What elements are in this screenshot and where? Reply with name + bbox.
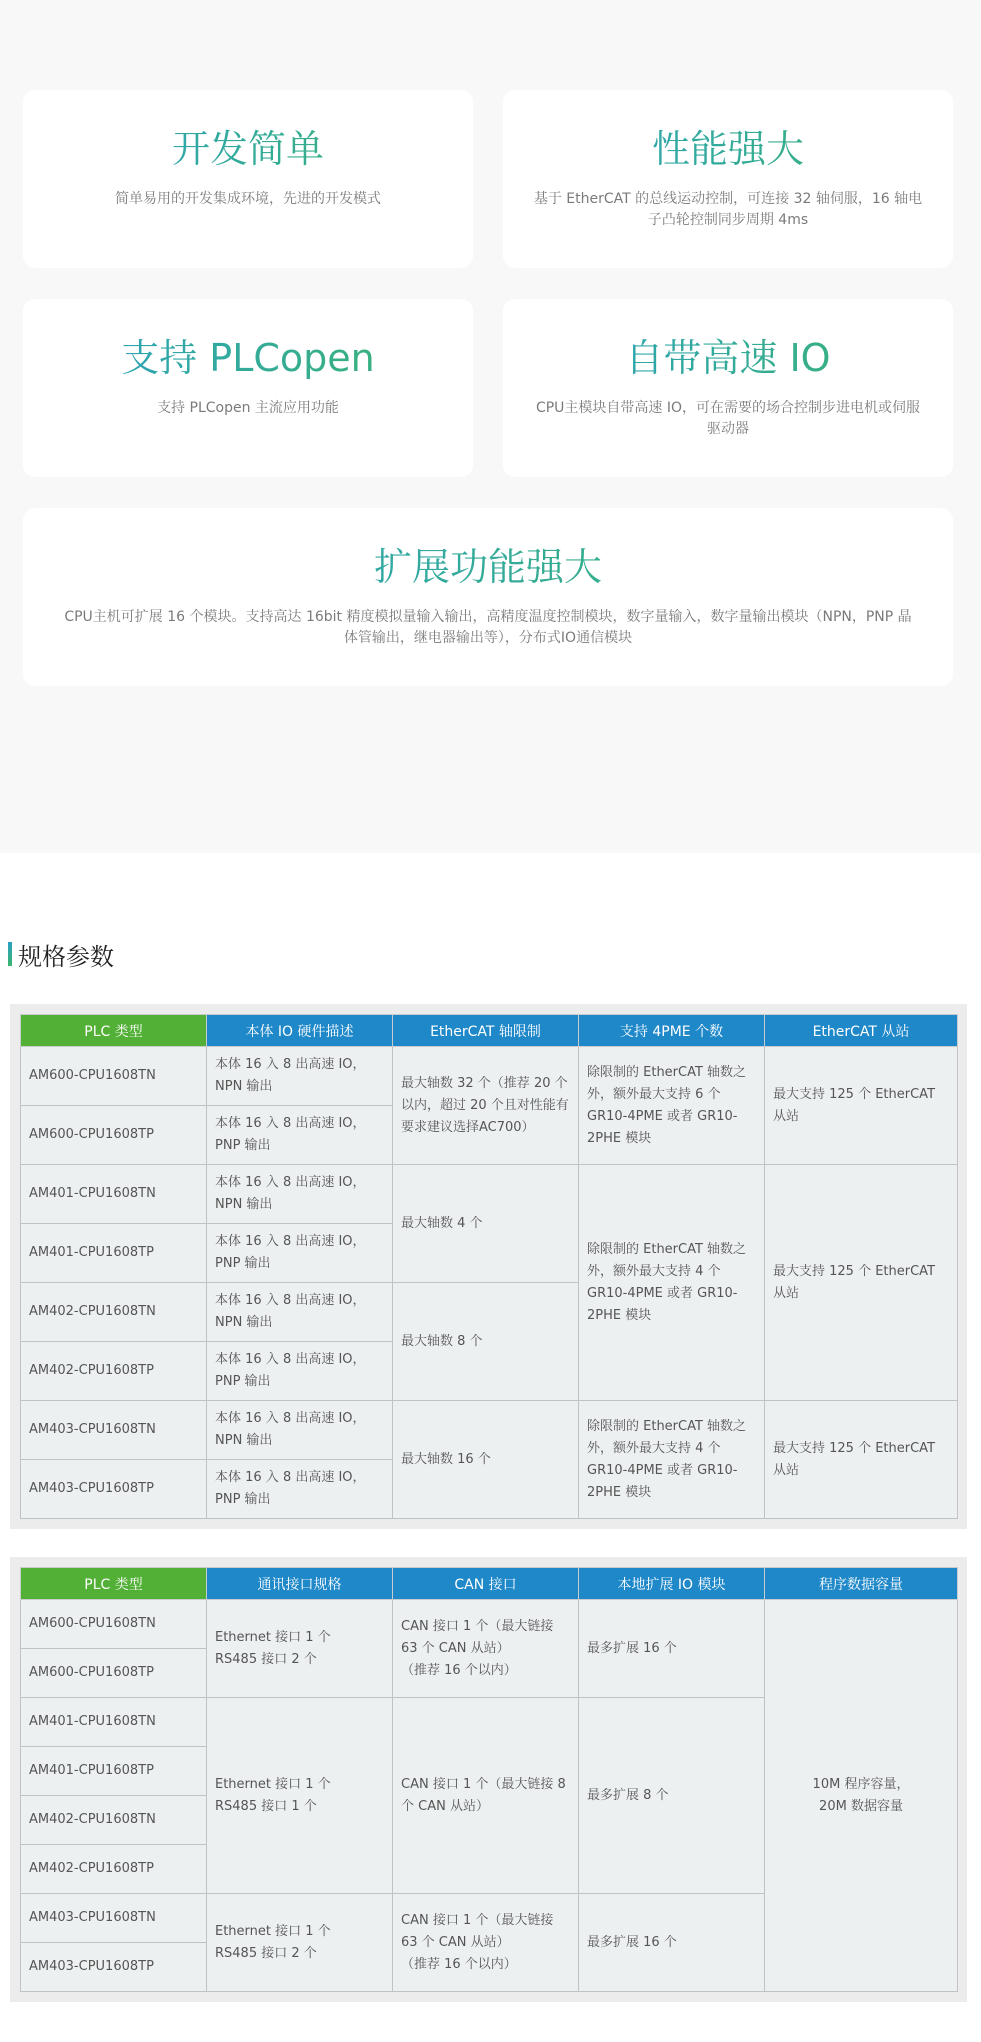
- model-cell: AM600-CPU1608TN: [21, 1600, 207, 1649]
- table-row: [21, 1165, 958, 1224]
- header-ethercat-axis: EtherCAT 轴限制: [393, 1015, 579, 1047]
- model-cell: AM402-CPU1608TN: [21, 1796, 207, 1845]
- model-cell: AM402-CPU1608TP: [21, 1845, 207, 1894]
- expansion-cell: 最多扩展 8 个: [579, 1698, 765, 1894]
- table-header-row: [21, 1015, 958, 1047]
- comm-cell: Ethernet 接口 1 个 RS485 接口 2 个: [207, 1894, 393, 1992]
- feature-card-performance: [503, 90, 953, 268]
- axis-cell: 最大轴数 16 个: [393, 1401, 579, 1519]
- header-io-description: 本体 IO 硬件描述: [207, 1015, 393, 1047]
- model-cell: AM401-CPU1608TP: [21, 1224, 207, 1283]
- table-row: [21, 1047, 958, 1106]
- pme-cell: 除限制的 EtherCAT 轴数之外，额外最大支持 6 个 GR10-4PME 或者 GR10-2PHE 模块: [579, 1047, 765, 1165]
- io-cell: 本体 16 入 8 出高速 IO，PNP 输出: [207, 1342, 393, 1401]
- feature-title: 开发简单: [23, 127, 473, 171]
- spec-table-1: [20, 1014, 958, 1519]
- model-cell: AM401-CPU1608TN: [21, 1698, 207, 1747]
- feature-desc: 基于 EtherCAT 的总线运动控制，可连接 32 轴伺服，16 轴电子凸轮控制同步周期 4ms: [533, 191, 923, 228]
- feature-title: 支持 PLCopen: [23, 336, 473, 380]
- io-cell: 本体 16 入 8 出高速 IO，NPN 输出: [207, 1165, 393, 1224]
- expansion-cell: 最多扩展 16 个: [579, 1600, 765, 1698]
- feature-card-easy-dev: [23, 90, 473, 268]
- axis-cell: 最大轴数 32 个（推荐 20 个以内，超过 20 个且对性能有要求建议选择AC700）: [393, 1047, 579, 1165]
- header-4pme-count: 支持 4PME 个数: [579, 1015, 765, 1047]
- model-cell: AM600-CPU1608TN: [21, 1047, 207, 1106]
- model-cell: AM600-CPU1608TP: [21, 1649, 207, 1698]
- slave-cell: 最大支持 125 个 EtherCAT 从站: [765, 1401, 958, 1519]
- header-local-expansion: 本地扩展 IO 模块: [579, 1568, 765, 1600]
- header-can-interface: CAN 接口: [393, 1568, 579, 1600]
- model-cell: AM401-CPU1608TP: [21, 1747, 207, 1796]
- spec-table-2-wrapper: [10, 1557, 967, 2002]
- axis-cell: 最大轴数 8 个: [393, 1283, 579, 1401]
- spec-heading: [8, 938, 114, 970]
- io-cell: 本体 16 入 8 出高速 IO，PNP 输出: [207, 1224, 393, 1283]
- feature-title: 扩展功能强大: [23, 545, 953, 589]
- model-cell: AM403-CPU1608TN: [21, 1401, 207, 1460]
- header-program-capacity: 程序数据容量: [765, 1568, 958, 1600]
- model-cell: AM402-CPU1608TP: [21, 1342, 207, 1401]
- feature-desc: CPU主模块自带高速 IO，可在需要的场合控制步进电机或伺服驱动器: [535, 400, 921, 437]
- table-header-row: [21, 1568, 958, 1600]
- axis-cell: 最大轴数 4 个: [393, 1165, 579, 1283]
- table-row: [21, 1401, 958, 1460]
- feature-card-plcopen: [23, 299, 473, 477]
- table-row: [21, 1600, 958, 1649]
- model-cell: AM402-CPU1608TN: [21, 1283, 207, 1342]
- slave-cell: 最大支持 125 个 EtherCAT 从站: [765, 1165, 958, 1401]
- can-cell: CAN 接口 1 个（最大链接 8 个 CAN 从站）: [393, 1698, 579, 1894]
- feature-desc: CPU主机可扩展 16 个模块。支持高达 16bit 精度模拟量输入输出，高精度温度控制模块，数字量输入，数字量输出模块（NPN，PNP 晶体管输出，继电器输出等），分布式IO通信模块: [64, 609, 912, 646]
- io-cell: 本体 16 入 8 出高速 IO，PNP 输出: [207, 1106, 393, 1165]
- io-cell: 本体 16 入 8 出高速 IO，NPN 输出: [207, 1047, 393, 1106]
- model-cell: AM403-CPU1608TP: [21, 1460, 207, 1519]
- capacity-cell: 10M 程序容量， 20M 数据容量: [765, 1600, 958, 1992]
- feature-desc: 简单易用的开发集成环境，先进的开发模式: [115, 191, 381, 207]
- io-cell: 本体 16 入 8 出高速 IO，NPN 输出: [207, 1401, 393, 1460]
- model-cell: AM403-CPU1608TN: [21, 1894, 207, 1943]
- io-cell: 本体 16 入 8 出高速 IO，NPN 输出: [207, 1283, 393, 1342]
- io-cell: 本体 16 入 8 出高速 IO，PNP 输出: [207, 1460, 393, 1519]
- model-cell: AM600-CPU1608TP: [21, 1106, 207, 1165]
- feature-title: 性能强大: [503, 127, 953, 171]
- pme-cell: 除限制的 EtherCAT 轴数之外，额外最大支持 4 个 GR10-4PME 或者 GR10-2PHE 模块: [579, 1165, 765, 1401]
- header-ethercat-slave: EtherCAT 从站: [765, 1015, 958, 1047]
- feature-card-high-speed-io: [503, 299, 953, 477]
- spec-table-2: [20, 1567, 958, 1992]
- feature-card-expansion: [23, 508, 953, 686]
- header-comm-interface: 通讯接口规格: [207, 1568, 393, 1600]
- header-plc-type: PLC 类型: [21, 1015, 207, 1047]
- header-plc-type: PLC 类型: [21, 1568, 207, 1600]
- feature-desc: 支持 PLCopen 主流应用功能: [157, 400, 339, 416]
- slave-cell: 最大支持 125 个 EtherCAT 从站: [765, 1047, 958, 1165]
- features-section: [0, 0, 981, 853]
- spec-title: 规格参数: [18, 942, 114, 971]
- model-cell: AM401-CPU1608TN: [21, 1165, 207, 1224]
- comm-cell: Ethernet 接口 1 个 RS485 接口 1 个: [207, 1698, 393, 1894]
- feature-title: 自带高速 IO: [503, 336, 953, 380]
- expansion-cell: 最多扩展 16 个: [579, 1894, 765, 1992]
- spec-table-1-wrapper: [10, 1004, 967, 1529]
- heading-accent-bar: [8, 942, 12, 966]
- can-cell: CAN 接口 1 个（最大链接 63 个 CAN 从站） （推荐 16 个以内）: [393, 1600, 579, 1698]
- pme-cell: 除限制的 EtherCAT 轴数之外，额外最大支持 4 个 GR10-4PME 或者 GR10-2PHE 模块: [579, 1401, 765, 1519]
- can-cell: CAN 接口 1 个（最大链接 63 个 CAN 从站） （推荐 16 个以内）: [393, 1894, 579, 1992]
- model-cell: AM403-CPU1608TP: [21, 1943, 207, 1992]
- comm-cell: Ethernet 接口 1 个 RS485 接口 2 个: [207, 1600, 393, 1698]
